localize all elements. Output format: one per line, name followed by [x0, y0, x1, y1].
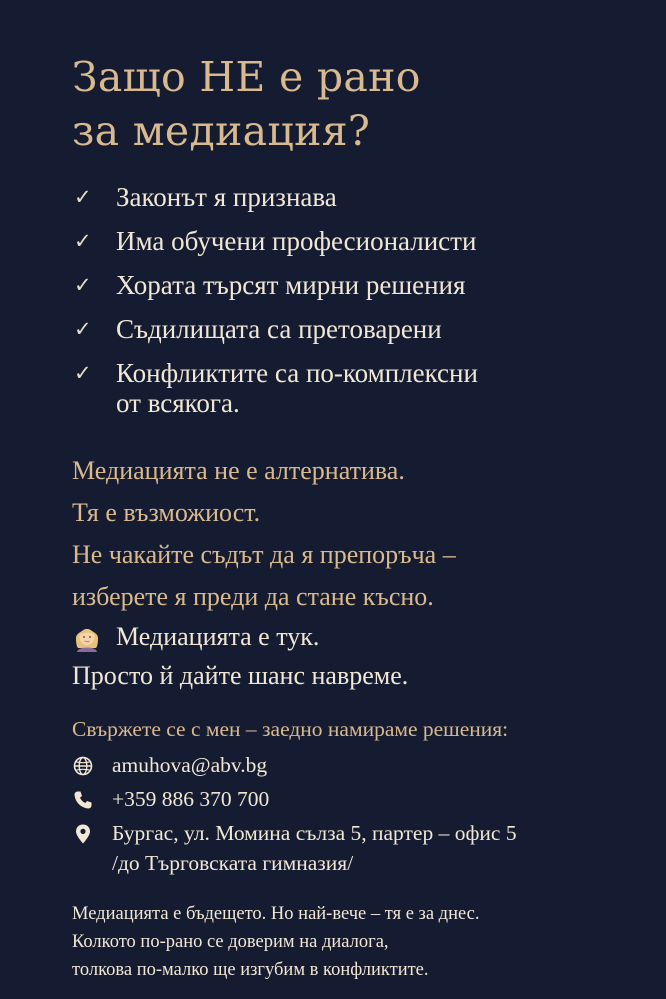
callout-line-2: Просто й дайте шанс навреме.: [72, 661, 409, 690]
check-icon: ✓: [74, 317, 92, 341]
phone-link[interactable]: +359 886 370 700: [112, 787, 270, 811]
check-icon: ✓: [74, 273, 92, 297]
main-message-line-4: изберете я преди да стане късно.: [72, 582, 434, 611]
globe-icon: [72, 755, 94, 777]
main-message-line-1: Медиацията не е алтернатива.: [72, 456, 405, 485]
checklist-item-label: Има обучени професионалисти: [116, 226, 477, 256]
address-line-2: /до Търговската гимназия/: [112, 851, 354, 875]
contact-phone[interactable]: [72, 784, 517, 814]
woman-emoji-icon: [72, 622, 102, 652]
main-message-line-2: Тя е възможиост.: [72, 498, 261, 527]
main-message-line-3: Не чакайте съдът да я препоръча –: [72, 540, 456, 569]
contact-heading: Свържете се с мен – заедно намираме решения:: [72, 717, 509, 741]
checklist-item: [72, 314, 478, 344]
check-icon: ✓: [74, 361, 92, 385]
check-icon: ✓: [74, 229, 92, 253]
main-message: [72, 450, 456, 618]
checklist-item-label-continued: от всякога.: [116, 388, 240, 418]
checklist-item: [72, 182, 478, 212]
phone-icon: [72, 789, 94, 811]
title-line-1: Защо НЕ е рано: [72, 53, 421, 101]
location-pin-icon: [72, 823, 94, 845]
callout-line-1: Медиацията е тук.: [116, 622, 320, 651]
footer-message: [72, 900, 480, 984]
contact-address: [72, 818, 517, 878]
checklist-item-label: Хората търсят мирни решения: [116, 270, 466, 300]
reasons-checklist: [72, 182, 478, 418]
footer-line-2: Колкото по-рано се доверим на диалога,: [72, 932, 389, 952]
checklist-item: [72, 270, 478, 300]
footer-line-1: Медиацията е бъдещето. Но най-вече – тя е за днес.: [72, 904, 480, 924]
checklist-item-label: Съдилищата са претоварени: [116, 314, 442, 344]
checklist-item: [72, 358, 478, 418]
checklist-item-label: Конфликтите са по-комплексни: [116, 358, 478, 388]
contact-list: [72, 750, 517, 882]
checklist-item-label: Законът я признава: [116, 182, 337, 212]
callout: [72, 617, 408, 695]
email-link[interactable]: amuhova@abv.bg: [112, 753, 268, 777]
title-line-2: за медиация?: [72, 107, 371, 155]
address-line-1: Бургас, ул. Момина сълза 5, партер – офис 5: [112, 821, 517, 845]
footer-line-3: толкова по-малко ще изгубим в конфликтите.: [72, 960, 429, 980]
page-title: [72, 50, 421, 158]
checklist-item: [72, 226, 478, 256]
check-icon: ✓: [74, 185, 92, 209]
contact-email[interactable]: [72, 750, 517, 780]
